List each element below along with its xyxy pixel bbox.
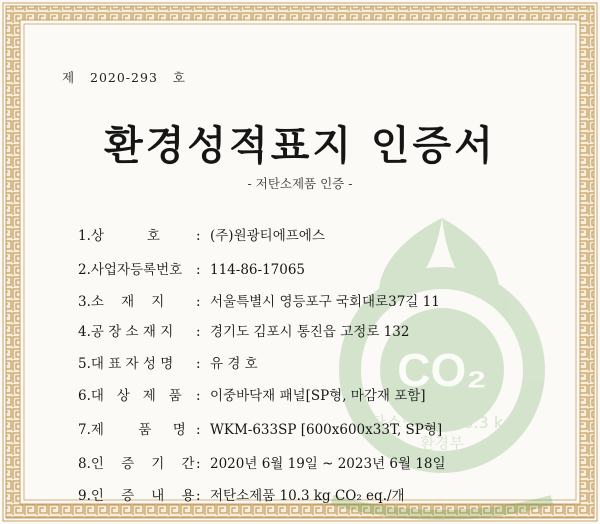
- seal-label-line2: 환경부: [420, 434, 464, 452]
- field-value: (주)원광티에프에스: [210, 228, 325, 244]
- field-label: 4.공 장 소 재 지: [78, 324, 174, 340]
- field-row-representative: 5.대 표 자 성 명 : 유 경 호: [78, 352, 258, 374]
- field-row-trade-name: 1.상 호 : (주)원광티에프에스: [78, 224, 325, 246]
- field-row-factory-address: 4.공 장 소 재 지 : 경기도 김포시 통진읍 고정로 132: [78, 320, 409, 342]
- field-row-product-name: 7.제 품 명 : WKM-633SP [600x600x33T, SP형]: [78, 418, 442, 440]
- field-label: 8.인 증 기 간: [78, 456, 195, 472]
- field-row-certification-period: 8.인 증 기 간: 2020년 6월 19일 ~ 2023년 6월 18일: [78, 452, 446, 474]
- certificate-title: 환경성적표지 인증서: [104, 122, 496, 169]
- field-value: 서울특별시 영등포구 국회대로37길 11: [210, 294, 440, 310]
- field-value: WKM-633SP [600x600x33T, SP형]: [210, 422, 443, 438]
- field-value: 유 경 호: [210, 356, 258, 372]
- seal-label-line1: 탄소발자국 10.3 kg: [370, 413, 514, 432]
- number-prefix: 제: [62, 70, 76, 85]
- field-label: 5.대 표 자 성 명: [78, 356, 174, 372]
- certificate-number-line: [62, 68, 186, 86]
- field-label: 9.인 증 내 용: [78, 488, 195, 504]
- field-row-address: 3.소 재 지 : 서울특별시 영등포구 국회대로37길 11: [78, 290, 440, 312]
- field-label: 3.소 재 지: [78, 294, 165, 310]
- field-value: 114-86-17065: [210, 262, 306, 278]
- field-value: 경기도 김포시 통진읍 고정로 132: [210, 324, 410, 340]
- seal-center-text: CO₂: [397, 344, 487, 396]
- field-label: 7.제 품 명: [78, 422, 186, 438]
- low-carbon-seal-watermark: [292, 200, 592, 524]
- certificate-subtitle: - 저탄소제품 인증 -: [247, 176, 353, 191]
- field-label: 2.사업자등록번호: [78, 262, 183, 278]
- field-row-target-product: 6.대 상 제 품 : 이중바닥재 패널[SP형, 마감재 포함]: [78, 384, 426, 406]
- field-row-certification-content: 9.인 증 내 용: 저탄소제품 10.3 kg CO₂ eq./개: [78, 484, 405, 506]
- field-value: 이중바닥재 패널[SP형, 마감재 포함]: [210, 388, 426, 404]
- number-suffix: 호: [172, 70, 186, 85]
- field-row-business-number: 2.사업자등록번호 : 114-86-17065: [78, 258, 305, 280]
- field-value: 2020년 6월 19일 ~ 2023년 6월 18일: [210, 456, 446, 472]
- certificate-number: 2020-293: [90, 70, 158, 85]
- field-label: 6.대 상 제 품: [78, 388, 182, 404]
- field-value: 저탄소제품 10.3 kg CO₂ eq./개: [210, 488, 405, 504]
- field-label: 1.상 호: [78, 228, 160, 244]
